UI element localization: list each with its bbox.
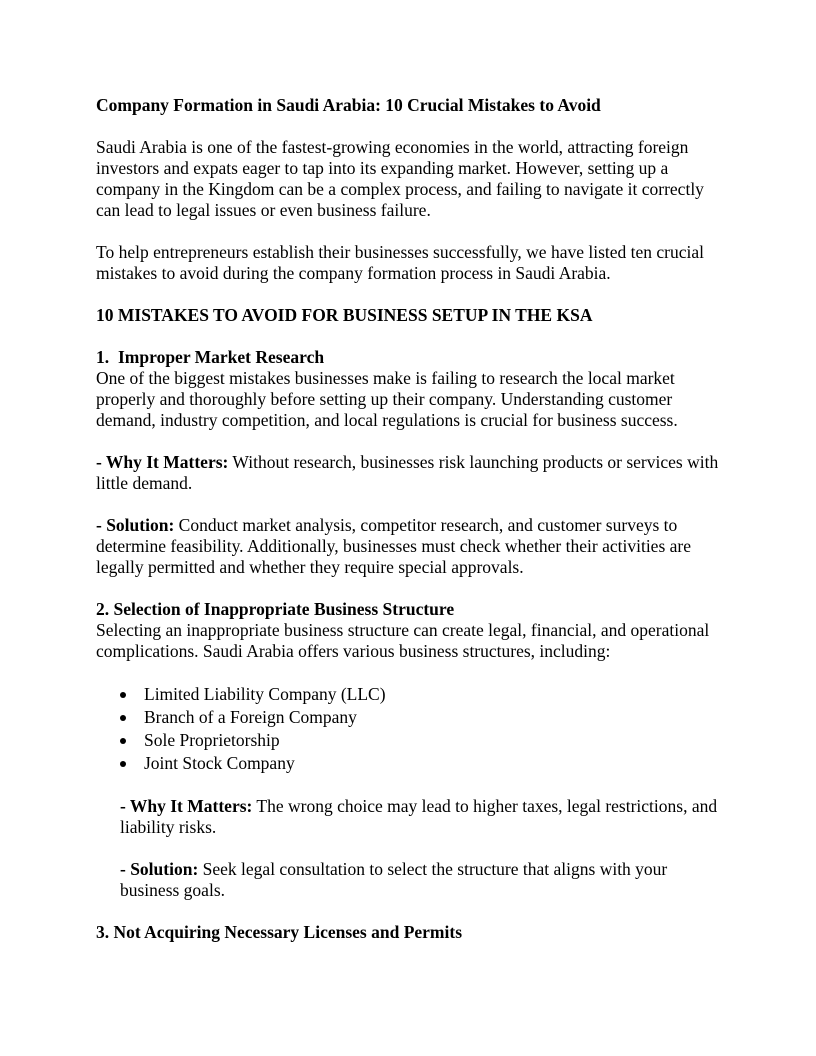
mistake-2-solution-text: Seek legal consultation to select the structure that aligns with your business goals. bbox=[120, 859, 668, 900]
list-item-text: Sole Proprietorship bbox=[144, 730, 280, 750]
mistake-2-solution-label: - Solution: bbox=[120, 859, 199, 879]
mistake-2-why bbox=[120, 796, 720, 838]
mistake-2-solution bbox=[120, 859, 720, 901]
mistake-1-number: 1. bbox=[96, 347, 110, 367]
document-title: Company Formation in Saudi Arabia: 10 Crucial Mistakes to Avoid bbox=[96, 95, 601, 115]
bullet-icon bbox=[120, 715, 126, 721]
document-page bbox=[96, 95, 720, 943]
list-item-text: Branch of a Foreign Company bbox=[144, 707, 357, 727]
section-heading: 10 MISTAKES TO AVOID FOR BUSINESS SETUP IN THE KSA bbox=[96, 305, 593, 325]
mistake-1-solution bbox=[96, 515, 720, 578]
mistake-1-solution-text: Conduct market analysis, competitor research, and customer surveys to determine feasibility. Additionally, businesses must check whether their activities are legally permitted and whether they require special approvals. bbox=[96, 515, 691, 577]
mistake-3-heading: 3. Not Acquiring Necessary Licenses and Permits bbox=[96, 922, 463, 942]
intro-paragraph-1: Saudi Arabia is one of the fastest-growing economies in the world, attracting foreign investors and expats eager to tap into its expanding market. However, setting up a company in the Kingdom can be a complex process, and failing to navigate it correctly can lead to legal issues or even business failure. bbox=[96, 137, 704, 220]
mistake-2-heading: 2. Selection of Inappropriate Business Structure bbox=[96, 599, 455, 619]
list-item-text: Limited Liability Company (LLC) bbox=[144, 684, 386, 704]
list-item-text: Joint Stock Company bbox=[144, 753, 295, 773]
mistake-1-why-label: - Why It Matters: bbox=[96, 452, 229, 472]
mistake-1-body: One of the biggest mistakes businesses make is failing to research the local market properly and thoroughly before setting up their company. Understanding customer demand, industry competition, and local regulations is crucial for business success. bbox=[96, 368, 678, 430]
bullet-icon bbox=[120, 738, 126, 744]
mistake-2-why-text: The wrong choice may lead to higher taxes, legal restrictions, and liability risks. bbox=[120, 796, 718, 837]
mistake-2-body: Selecting an inappropriate business structure can create legal, financial, and operational complications. Saudi Arabia offers various business structures, including: bbox=[96, 620, 710, 661]
mistake-1-title: Improper Market Research bbox=[118, 347, 325, 367]
list-item bbox=[120, 729, 720, 752]
bullet-icon bbox=[120, 692, 126, 698]
mistake-1-solution-label: - Solution: bbox=[96, 515, 175, 535]
mistake-1-heading bbox=[96, 347, 720, 368]
bullet-icon bbox=[120, 761, 126, 767]
mistake-1-why-text: Without research, businesses risk launching products or services with little demand. bbox=[96, 452, 719, 493]
mistake-1-why bbox=[96, 452, 720, 494]
mistake-2-why-label: - Why It Matters: bbox=[120, 796, 253, 816]
structures-list bbox=[120, 683, 720, 775]
list-item bbox=[120, 752, 720, 775]
list-item bbox=[120, 706, 720, 729]
list-item bbox=[120, 683, 720, 706]
intro-paragraph-2: To help entrepreneurs establish their businesses successfully, we have listed ten crucial mistakes to avoid during the company formation process in Saudi Arabia. bbox=[96, 242, 705, 283]
